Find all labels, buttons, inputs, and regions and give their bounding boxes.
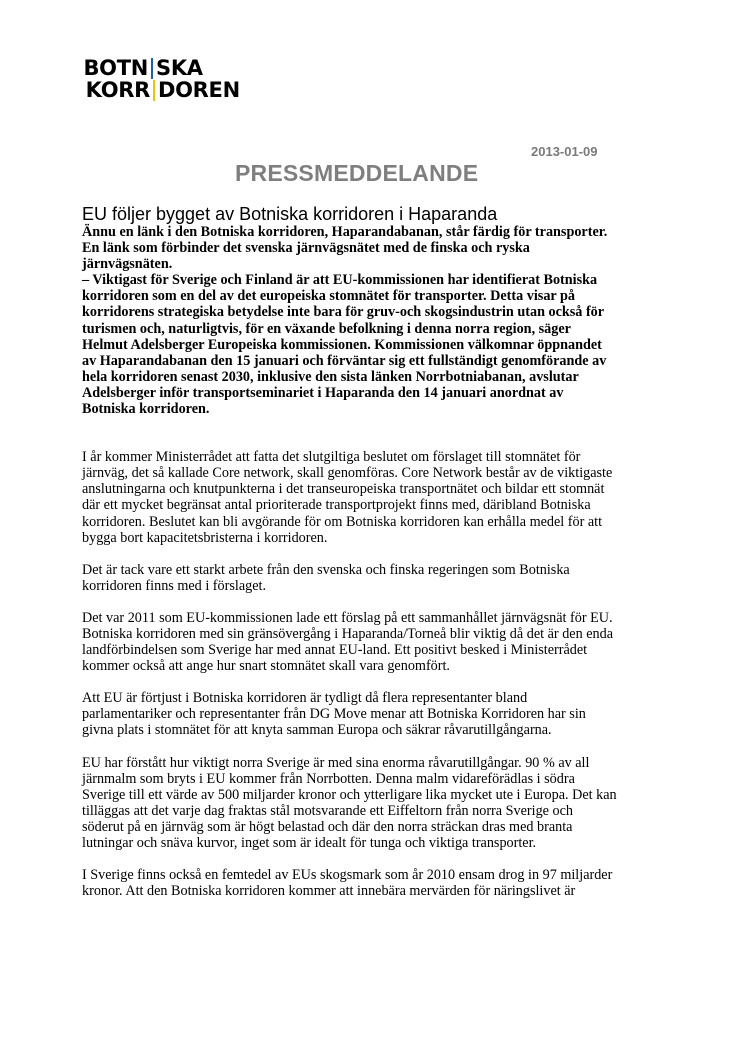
lead-line: av Haparandabanan den 15 januari och förväntar sig ett fullständigt genomförande av bbox=[82, 352, 607, 369]
text-line: I Sverige finns också en femtedel av EUs skogsmark som år 2010 ensam drog in 97 miljarder bbox=[82, 867, 613, 884]
text-line: kronor. Att den Botniska korridoren kommer att innebära mervärden för näringslivet är bbox=[82, 883, 576, 900]
text-line: givna plats i stomnätet för att knyta samman Europa och säkrar råvarutillgångarna. bbox=[82, 722, 552, 739]
article-body bbox=[82, 224, 662, 899]
text-line: tilläggas att det varje dag fraktas stål motsvarande ett Eiffeltorn från norra Sverige och bbox=[82, 802, 573, 819]
text-line: korridoren finns med i förslaget. bbox=[82, 577, 266, 594]
lead-line: järnvägsnäten. bbox=[82, 256, 173, 273]
botniska-korridoren-logo bbox=[82, 57, 240, 101]
lead-line: hela korridoren senast 2030, inklusive den sista länken Norrbotniabanan, avslutar bbox=[82, 368, 579, 385]
text-line: landförbindelsen som Sverige har med annat EU-land. Ett positivt besked i Ministerrådet bbox=[82, 642, 588, 659]
lead-line: Ännu en länk i den Botniska korridoren, Haparandabanan, står färdig för transporter. bbox=[82, 224, 608, 240]
text-line: Det var 2011 som EU-kommissionen lade ett förslag på ett sammanhållet järnvägsnät för EU. bbox=[82, 609, 613, 626]
logo-text-ska: SKA bbox=[156, 56, 203, 80]
lead-line: korridorens strategiska betydelse inte bara för gruv-och skogsindustrin utan också för bbox=[82, 304, 605, 321]
lead-line: korridoren som en del av det europeiska stomnätet för transporter. Detta visar på bbox=[82, 288, 575, 305]
document-type-heading: PRESSMEDDELANDE bbox=[235, 160, 479, 186]
logo-text-korr: KORR bbox=[85, 78, 150, 102]
logo-blue-bar bbox=[151, 58, 153, 79]
text-line: där ett mycket begränsat antal prioriterade transportprojekt finns med, däribland Botniska bbox=[82, 497, 591, 514]
logo-yellow-bar bbox=[153, 80, 155, 101]
text-line: anslutningarna och knutpunkterna i det transeuropeiska transportnätet och bildar ett stomnät bbox=[82, 481, 605, 498]
text-line: lutningar och snäva kurvor, inget som är idealt för tunga och viktiga transporter. bbox=[82, 835, 537, 851]
lead-line: Adelsberger inför transportseminariet i Haparanda den 14 januari anordnat av bbox=[82, 384, 564, 401]
text-line: Det är tack vare ett starkt arbete från den svenska och finska regeringen som Botniska bbox=[82, 561, 570, 578]
text-line: EU har förstått hur viktigt norra Sverige är med sina enorma råvarutillgångar. 90 % av all bbox=[82, 754, 590, 771]
logo-text-botn: BOTN bbox=[83, 56, 148, 80]
text-line: järnmalm som bryts i EU kommer från Norrbotten. Denna malm vidareförädlas i södra bbox=[82, 770, 575, 787]
paragraph-raw-materials bbox=[82, 755, 662, 852]
release-date: 2013-01-09 bbox=[531, 144, 598, 159]
text-line: söderut på en järnväg som är högt belastad och där den norra sträckan dras med branta bbox=[82, 818, 573, 835]
text-line: bygga bort kapacitetsbristerna i korridoren. bbox=[82, 529, 328, 546]
logo-text-doren: DOREN bbox=[158, 78, 240, 102]
lead-line: – Viktigast för Sverige och Finland är att EU-kommissionen har identifierat Botniska bbox=[82, 272, 598, 289]
paragraph-government bbox=[82, 562, 662, 594]
text-line: kommer också att ange hur snart stomnätet skall vara genomfört. bbox=[82, 658, 450, 675]
lead-paragraph bbox=[82, 224, 662, 417]
text-line: järnväg, det så kallade Core network, skall genomföras. Core Network består av de viktigaste bbox=[82, 465, 613, 482]
lead-line: turismen och, naturligtvis, för en växande befolkning i denna norra region, säger bbox=[82, 320, 571, 337]
headline: EU följer bygget av Botniska korridoren i Haparanda bbox=[82, 204, 498, 224]
paragraph-eu-support bbox=[82, 690, 662, 738]
paragraph-forest bbox=[82, 867, 662, 899]
lead-line: En länk som förbinder det svenska järnvägsnätet med de finska och ryska bbox=[82, 240, 530, 257]
text-line: parlamentariker och representanter från DG Move menar att Botniska Korridoren har sin bbox=[82, 706, 586, 723]
paragraph-core-network bbox=[82, 449, 662, 546]
text-line: korridoren. Beslutet kan bli avgörande för om Botniska korridoren kan erhålla medel för att bbox=[82, 513, 603, 530]
lead-line: Helmut Adelsberger Europeiska kommissionen. Kommissionen välkomnar öppnandet bbox=[82, 336, 602, 353]
paragraph-2011-proposal bbox=[82, 610, 662, 674]
text-line: Att EU är förtjust i Botniska korridoren är tydligt då flera representanter bland bbox=[82, 690, 528, 707]
text-line: Sverige till ett värde av 500 miljarder kronor och ytterligare lika mycket ute i Europa. Det kan bbox=[82, 786, 617, 803]
text-line: I år kommer Ministerrådet att fatta det slutgiltiga beslutet om förslaget till stomnätet för bbox=[82, 449, 581, 466]
lead-line: Botniska korridoren. bbox=[82, 401, 210, 418]
text-line: Botniska korridoren med sin gränsövergång i Haparanda/Torneå blir viktig då det är den enda bbox=[82, 625, 614, 642]
